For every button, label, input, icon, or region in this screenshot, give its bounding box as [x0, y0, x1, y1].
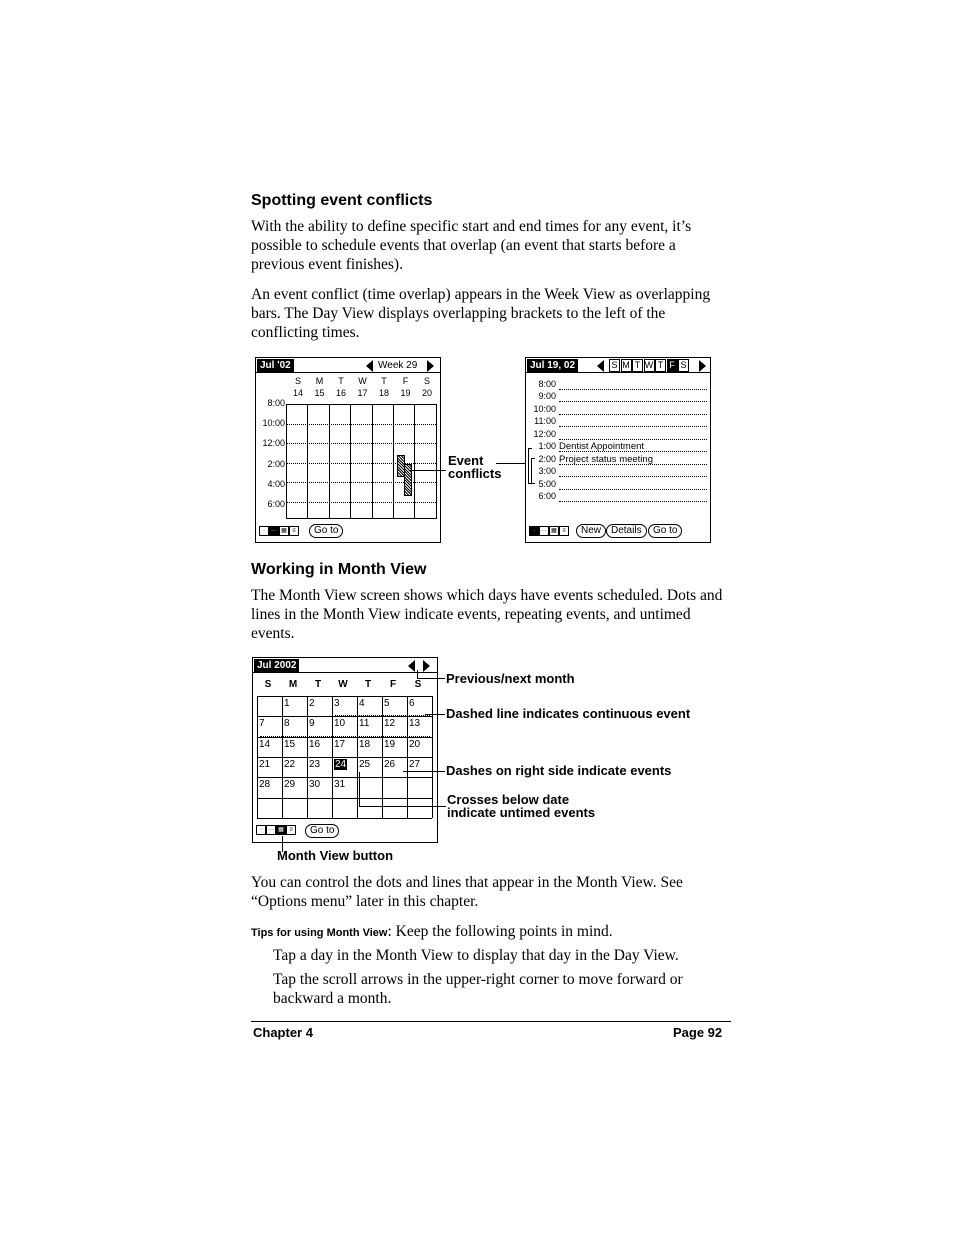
week-next-arrow-icon[interactable] [427, 360, 434, 372]
month-day-cell[interactable]: 23 [309, 758, 321, 770]
paragraph-intro: With the ability to define specific start and end times for any event, it’s possible to schedule events that overlap (an event that starts before a previous event finishes). [251, 218, 692, 273]
month-grid-col [307, 696, 308, 818]
leader-dashed [425, 714, 445, 715]
month-grid-col [407, 696, 408, 818]
month-goto-button[interactable]: Go to [305, 824, 339, 838]
week-time-label: 4:00 [267, 478, 285, 489]
callout-dashes-right: Dashes on right side indicate events [446, 763, 672, 778]
week-time-label: 10:00 [262, 418, 285, 429]
month-day-cell[interactable]: 22 [284, 758, 296, 770]
day-row-line [559, 489, 707, 490]
day-row-line [559, 426, 707, 427]
week-date: 14 [292, 388, 303, 398]
week-day-letter: S [423, 376, 430, 386]
month-day-letter: F [389, 679, 397, 690]
month-day-cell[interactable]: 9 [309, 718, 315, 730]
conflict-bracket-2 [531, 458, 535, 484]
week-grid-row [286, 482, 436, 483]
day-date-tab[interactable]: Jul 19, 02 [527, 359, 578, 372]
leader-prev-next [417, 678, 445, 679]
month-day-cell[interactable]: 17 [334, 738, 346, 750]
section-heading-conflicts: Spotting event conflicts [251, 192, 433, 209]
tips-label: Tips for using Month View [251, 927, 388, 939]
week-view-button[interactable]: ··· [271, 528, 277, 534]
day-letter-button[interactable]: W [644, 360, 654, 370]
footer-rule [251, 1021, 731, 1022]
new-button[interactable]: New [576, 524, 606, 538]
month-view-button[interactable]: ▦ [276, 825, 286, 835]
month-prev-arrow-icon[interactable] [408, 660, 415, 672]
callout-crosses: Crosses below date indicate untimed events [447, 792, 596, 820]
day-next-arrow-icon[interactable] [699, 360, 706, 372]
month-day-cell[interactable]: 15 [284, 738, 296, 750]
continuous-event-line [260, 736, 430, 737]
callout-event-conflicts: Event conflicts [448, 453, 502, 481]
day-goto-button[interactable]: Go to [648, 524, 682, 538]
week-time-label: 12:00 [262, 438, 285, 449]
day-view-screen [525, 357, 711, 543]
week-grid-row [286, 502, 436, 503]
month-day-letter: T [314, 679, 322, 690]
month-day-cell[interactable]: 3 [334, 698, 340, 709]
month-view-button-small[interactable]: ▦ [549, 526, 559, 536]
month-next-arrow-icon[interactable] [423, 660, 430, 672]
paragraph-conflict: An event conflict (time overlap) appears in the Week View as overlapping bars. The Day View displays overlapping brackets to the left of the conflicting times. [251, 286, 711, 341]
day-row-line [559, 439, 707, 440]
month-grid-col [282, 696, 283, 818]
week-view-button[interactable]: ··· [268, 827, 274, 833]
month-day-cell[interactable]: 29 [284, 779, 296, 791]
day-time-label: 6:00 [538, 491, 556, 501]
week-grid-row [286, 463, 436, 464]
agenda-view-button[interactable]: ≡ [289, 526, 299, 536]
day-time-label: 1:00 [538, 441, 556, 451]
month-tab[interactable]: Jul 2002 [254, 659, 299, 672]
day-letter-button[interactable]: F [667, 359, 678, 372]
bullet-1: Tap a day in the Month View to display that day in the Day View. [273, 947, 679, 964]
month-grid-row [257, 818, 432, 819]
month-grid-col [257, 696, 258, 818]
week-date: 19 [400, 388, 411, 398]
month-day-cell[interactable]: 24 [335, 758, 347, 770]
month-day-cell[interactable]: 13 [409, 718, 421, 730]
day-letter-button[interactable]: M [622, 360, 630, 370]
month-day-cell[interactable]: 5 [384, 698, 390, 709]
month-day-cell[interactable]: 26 [384, 758, 396, 770]
week-time-label: 6:00 [267, 499, 285, 509]
week-time-label: 8:00 [267, 398, 285, 408]
agenda-view-button[interactable]: ≡ [286, 825, 296, 835]
month-grid-row [257, 798, 432, 799]
continuous-event-line [335, 715, 430, 716]
week-grid-row [286, 443, 436, 444]
month-day-cell[interactable]: 25 [359, 758, 371, 770]
paragraph-month-view: The Month View screen shows which days have events scheduled. Dots and lines in the Month View indicate events, repeating events, and untimed events. [251, 587, 723, 642]
week-goto-button[interactable]: Go to [309, 524, 343, 538]
month-day-cell[interactable]: 14 [259, 738, 271, 750]
week-view-screen [255, 357, 441, 543]
month-grid-top [257, 696, 432, 697]
month-day-cell[interactable]: 21 [259, 758, 271, 770]
month-day-cell[interactable]: 12 [384, 718, 396, 730]
leader-day [496, 463, 526, 464]
day-time-label: 10:00 [533, 404, 556, 414]
month-grid-col [332, 696, 333, 818]
month-grid-row [257, 716, 432, 717]
week-day-letter: S [294, 376, 301, 386]
month-day-cell[interactable]: 6 [409, 698, 415, 709]
day-view-button[interactable]: · [529, 526, 539, 536]
tips-line [251, 923, 741, 941]
month-day-cell[interactable]: 30 [309, 779, 321, 791]
agenda-view-button[interactable]: ≡ [559, 526, 569, 536]
week-date: 18 [378, 388, 389, 398]
bullet-2: Tap the scroll arrows in the upper-right corner to move forward or backward a month. [273, 971, 683, 1007]
week-day-letter: T [381, 376, 387, 386]
day-row-line [559, 414, 707, 415]
day-view-button[interactable]: · [256, 825, 266, 835]
day-time-label: 8:00 [538, 379, 556, 389]
section-heading-month-view: Working in Month View [251, 561, 427, 578]
week-date: 20 [421, 388, 432, 398]
day-time-label: 12:00 [533, 429, 556, 439]
month-day-cell[interactable]: 2 [309, 698, 315, 709]
month-day-cell[interactable]: 19 [384, 738, 396, 750]
month-day-letter: M [288, 679, 298, 690]
month-day-cell[interactable]: 8 [284, 718, 290, 730]
week-prev-arrow-icon[interactable] [366, 360, 373, 372]
footer-chapter: Chapter 4 [253, 1025, 313, 1040]
month-day-cell[interactable]: 10 [334, 718, 346, 730]
leader-prev-next-v [417, 670, 418, 679]
day-time-label: 5:00 [538, 479, 556, 489]
month-day-cell[interactable]: 7 [259, 718, 265, 730]
month-day-cell[interactable]: 1 [284, 698, 290, 709]
day-time-label: 11:00 [534, 416, 556, 426]
month-day-cell[interactable]: 16 [309, 738, 321, 750]
callout-dashed-line: Dashed line indicates continuous event [446, 706, 691, 721]
leader-dashes [403, 771, 445, 772]
callout-prev-next: Previous/next month [446, 671, 575, 686]
paragraph-options: You can control the dots and lines that appear in the Month View. See “Options menu” later in this chapter. [251, 874, 683, 910]
week-grid-row [286, 424, 436, 425]
day-prev-arrow-icon[interactable] [597, 360, 604, 372]
leader-week [410, 470, 446, 471]
month-day-letter: S [414, 679, 422, 690]
month-day-letter: W [338, 679, 348, 690]
details-button[interactable]: Details [606, 524, 647, 538]
month-grid-row [257, 757, 432, 758]
day-letter-button[interactable]: T [632, 359, 643, 372]
leader-crosses [359, 806, 446, 807]
leader-crosses-v [359, 772, 360, 806]
day-row-line [559, 389, 707, 390]
tips-rest: : Keep the following points in mind. [387, 923, 613, 940]
week-date: 17 [357, 388, 368, 398]
week-view-button[interactable]: ··· [541, 528, 547, 534]
month-grid-row [257, 777, 432, 778]
day-letter-button[interactable]: S [609, 359, 620, 372]
day-time-label: 3:00 [538, 466, 556, 476]
callout-month-view-button: Month View button [277, 848, 394, 863]
week-date: 15 [314, 388, 325, 398]
month-view-button-small[interactable]: ▦ [279, 526, 289, 536]
week-month-tab[interactable]: Jul '02 [257, 359, 294, 372]
day-time-label: 2:00 [538, 454, 556, 464]
day-event-5[interactable]: Dentist Appointment [559, 441, 645, 452]
day-time-label: 9:00 [538, 391, 556, 401]
week-day-letter: M [315, 376, 324, 386]
month-day-cell[interactable]: 28 [259, 779, 271, 791]
month-day-cell[interactable]: 11 [359, 718, 370, 730]
week-day-letter: T [338, 376, 344, 386]
week-day-letter: F [402, 376, 409, 386]
month-day-cell[interactable]: 27 [409, 758, 421, 770]
month-day-cell[interactable]: 31 [334, 779, 346, 791]
day-row-line [559, 501, 707, 502]
week-day-letter: W [358, 376, 367, 386]
month-grid-col [382, 696, 383, 818]
day-event-6[interactable]: Project status meeting [559, 454, 653, 465]
week-time-label: 2:00 [267, 458, 285, 469]
day-letter-button[interactable]: S [678, 359, 689, 372]
day-row-line [559, 476, 707, 477]
day-letter-button[interactable]: T [655, 359, 666, 372]
month-view-screen [252, 657, 438, 843]
month-grid-col [357, 696, 358, 818]
month-day-cell[interactable]: 4 [359, 698, 365, 709]
day-view-button[interactable]: · [259, 526, 269, 536]
month-day-letter: T [364, 679, 372, 690]
month-day-cell[interactable]: 18 [359, 738, 371, 750]
week-label: Week 29 [378, 360, 418, 371]
month-day-cell[interactable]: 20 [409, 738, 421, 750]
footer-page: Page 92 [673, 1025, 723, 1040]
week-date: 16 [335, 388, 346, 398]
day-row-line [559, 401, 707, 402]
month-grid-row [257, 737, 432, 738]
event-bar-2[interactable] [404, 464, 412, 496]
month-day-letter: S [264, 679, 272, 690]
